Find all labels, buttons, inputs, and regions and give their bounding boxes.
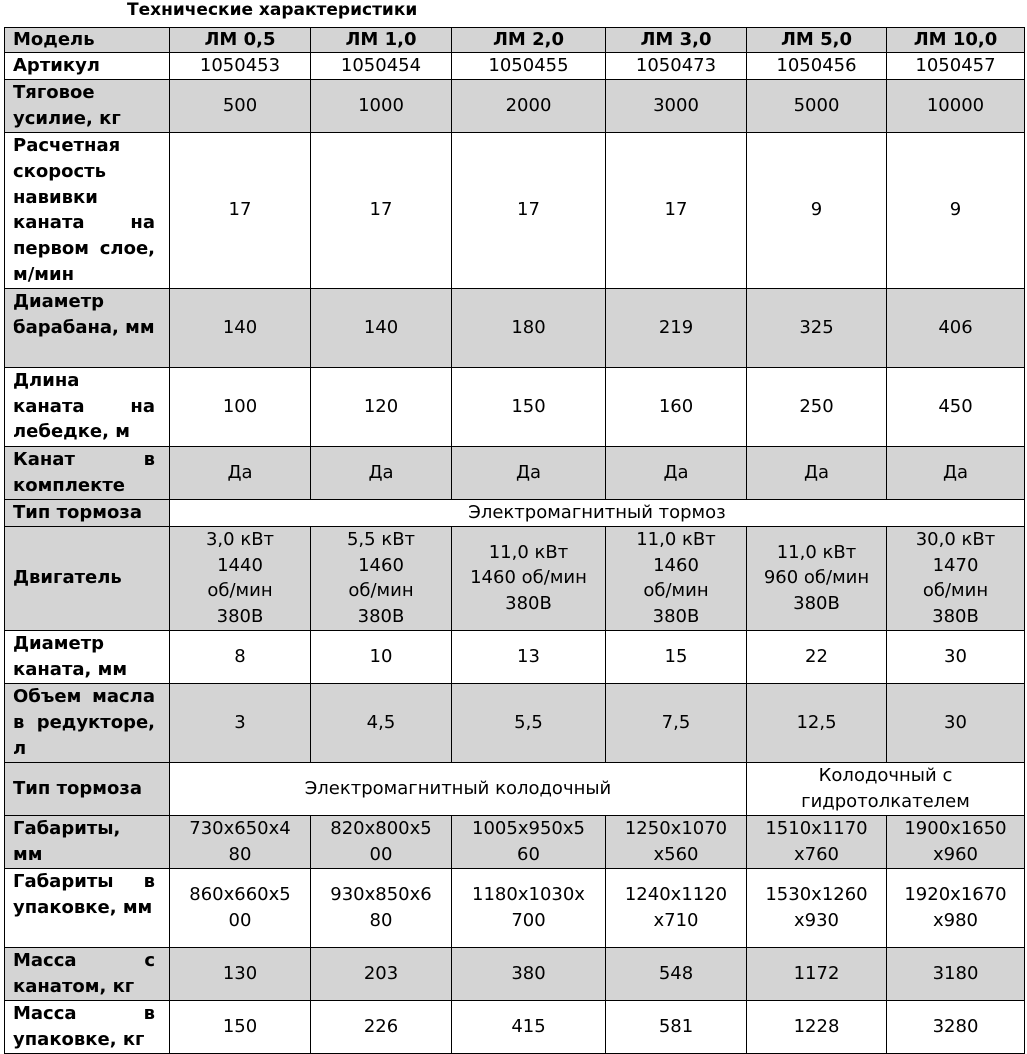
- cell-value: 100: [170, 367, 311, 446]
- cell-value: 17: [606, 133, 747, 289]
- motor-line: 11,0 кВт: [636, 528, 716, 550]
- cell-value: 4,5: [311, 683, 452, 762]
- cell-value: 1050453: [170, 53, 311, 80]
- motor-cell: [311, 526, 452, 630]
- cell-value: 1050455: [452, 53, 606, 80]
- motor-cell: [887, 526, 1025, 630]
- dims-line: 1005x950x5: [472, 818, 585, 840]
- motor-line: 380В: [793, 593, 840, 615]
- cell-value: 1050473: [606, 53, 747, 80]
- motor-cell: [170, 526, 311, 630]
- dims-cell: [887, 868, 1025, 947]
- dims-cell: [887, 815, 1025, 868]
- row-label: Тип тормоза: [5, 762, 170, 815]
- row-brake-type: [5, 499, 1025, 526]
- dims-line: x930: [793, 909, 839, 931]
- cell-value: 3280: [887, 1000, 1025, 1053]
- dims-line: 1250x1070: [624, 818, 728, 840]
- model-name: ЛМ 3,0: [606, 28, 747, 53]
- cell-value: 325: [747, 288, 887, 367]
- row-speed: [5, 133, 1025, 289]
- motor-line: 11,0 кВт: [488, 541, 569, 563]
- motor-line: об/мин: [643, 580, 709, 602]
- motor-line: 380В: [357, 606, 405, 628]
- cell-value: Электромагнитный тормоз: [170, 499, 1025, 526]
- row-label: Габариты, мм: [5, 815, 170, 868]
- dims-line: 860x660x5: [189, 884, 291, 906]
- dims-cell: [747, 868, 887, 947]
- cell-value: 203: [311, 947, 452, 1000]
- motor-cell: [747, 526, 887, 630]
- motor-line: 380В: [652, 606, 700, 628]
- motor-line: 1470: [932, 554, 979, 576]
- row-label: Объем масла в редукторе, л: [5, 683, 170, 762]
- row-label: Масса в упаковке, кг: [5, 1000, 170, 1053]
- row-mass: [5, 947, 1025, 1000]
- dims-line: x710: [653, 909, 699, 931]
- header-label: Модель: [5, 28, 170, 53]
- cell-value: 140: [170, 288, 311, 367]
- dims-line: x760: [793, 843, 839, 865]
- model-name: ЛМ 2,0: [452, 28, 606, 53]
- cell-value: Да: [170, 446, 311, 499]
- dims-cell: [170, 868, 311, 947]
- cell-value: 150: [170, 1000, 311, 1053]
- cell-value: 1000: [311, 80, 452, 133]
- cell-value: 9: [887, 133, 1025, 289]
- motor-line: 5,5 кВт: [346, 528, 416, 550]
- row-label: Диаметр каната, мм: [5, 630, 170, 683]
- row-label: Габариты в упаковке, мм: [5, 868, 170, 947]
- motor-line: об/мин: [207, 580, 273, 602]
- cell-value: 450: [887, 367, 1025, 446]
- cell-value: 219: [606, 288, 747, 367]
- cell-value: 1172: [747, 947, 887, 1000]
- model-name: ЛМ 5,0: [747, 28, 887, 53]
- cell-value: 180: [452, 288, 606, 367]
- dims-line: 00: [228, 909, 252, 931]
- row-label: Масса с канатом, кг: [5, 947, 170, 1000]
- dims-line: 820x800x5: [330, 818, 432, 840]
- dims-cell: [606, 868, 747, 947]
- row-mass-pack: [5, 1000, 1025, 1053]
- cell-value: 380: [452, 947, 606, 1000]
- row-oil: [5, 683, 1025, 762]
- cell-value: 1050457: [887, 53, 1025, 80]
- dims-line: 730x650x4: [189, 818, 291, 840]
- row-label: Диаметр барабана, мм: [5, 288, 170, 367]
- row-rope-length: [5, 367, 1025, 446]
- row-label: Тип тормоза: [5, 499, 170, 526]
- dims-line: 80: [369, 909, 393, 931]
- cell-value: 30: [887, 683, 1025, 762]
- cell-value: 250: [747, 367, 887, 446]
- cell-value: 1050454: [311, 53, 452, 80]
- dims-line: 700: [511, 909, 546, 931]
- cell-value: [747, 762, 1025, 815]
- cell-value: 406: [887, 288, 1025, 367]
- cell-value: 581: [606, 1000, 747, 1053]
- row-label: Артикул: [5, 53, 170, 80]
- row-brake-type-2: [5, 762, 1025, 815]
- dims-line: x980: [932, 909, 978, 931]
- cell-value: 15: [606, 630, 747, 683]
- motor-cell: [606, 526, 747, 630]
- dims-line: x960: [932, 843, 978, 865]
- dims-cell: [606, 815, 747, 868]
- cell-value: 226: [311, 1000, 452, 1053]
- cell-value: 5000: [747, 80, 887, 133]
- cell-value: 9: [747, 133, 887, 289]
- motor-line: 960 об/мин: [763, 567, 870, 589]
- dims-cell: [170, 815, 311, 868]
- cell-value: 120: [311, 367, 452, 446]
- cell-value: 17: [452, 133, 606, 289]
- model-name: ЛМ 0,5: [170, 28, 311, 53]
- motor-line: 380В: [505, 593, 552, 615]
- dims-line: 00: [369, 843, 393, 865]
- motor-line: об/мин: [922, 580, 989, 602]
- motor-line: 380В: [932, 606, 979, 628]
- row-article: [5, 53, 1025, 80]
- row-drum: [5, 288, 1025, 367]
- cell-value: 3: [170, 683, 311, 762]
- cell-value: 140: [311, 288, 452, 367]
- row-traction: [5, 80, 1025, 133]
- cell-value: 1050456: [747, 53, 887, 80]
- cell-value: 500: [170, 80, 311, 133]
- cell-value: 22: [747, 630, 887, 683]
- motor-line: 11,0 кВт: [776, 541, 857, 563]
- cell-value: 2000: [452, 80, 606, 133]
- dims-cell: [747, 815, 887, 868]
- page-title: Технические характеристики: [127, 0, 418, 20]
- row-label: Тяговое усилие, кг: [5, 80, 170, 133]
- cell-value: Да: [747, 446, 887, 499]
- row-label: Длина каната на лебедке, м: [5, 367, 170, 446]
- cell-value: 12,5: [747, 683, 887, 762]
- header-row: [5, 28, 1025, 53]
- cell-value: 1228: [747, 1000, 887, 1053]
- dims-line: 930x850x6: [330, 884, 432, 906]
- cell-value: 5,5: [452, 683, 606, 762]
- model-name: ЛМ 1,0: [311, 28, 452, 53]
- dims-cell: [452, 868, 606, 947]
- motor-line: 1440: [217, 554, 263, 576]
- motor-line: 1460: [358, 554, 404, 576]
- cell-value: Да: [452, 446, 606, 499]
- cell-value: 3180: [887, 947, 1025, 1000]
- motor-line: об/мин: [348, 580, 414, 602]
- row-label: Расчетная скорость навивки каната на первом слое, м/мин: [5, 133, 170, 289]
- cell-value: 548: [606, 947, 747, 1000]
- dims-line: 1180x1030x: [472, 884, 585, 906]
- row-dims-pack: [5, 868, 1025, 947]
- cell-value: 150: [452, 367, 606, 446]
- cell-value: 415: [452, 1000, 606, 1053]
- dims-line: 1900x1650: [904, 818, 1007, 840]
- brake-line: гидротолкателем: [801, 790, 970, 812]
- dims-line: 60: [517, 843, 540, 865]
- cell-value: Да: [606, 446, 747, 499]
- cell-value: 13: [452, 630, 606, 683]
- cell-value: 10000: [887, 80, 1025, 133]
- brake-line: Колодочный с: [818, 765, 953, 787]
- motor-line: 3,0 кВт: [205, 528, 275, 550]
- cell-value: 8: [170, 630, 311, 683]
- cell-value: Да: [311, 446, 452, 499]
- dims-line: 1510x1170: [765, 818, 868, 840]
- cell-value: 130: [170, 947, 311, 1000]
- cell-value: 30: [887, 630, 1025, 683]
- dims-line: 1240x1120: [624, 884, 728, 906]
- cell-value: Да: [887, 446, 1025, 499]
- cell-value: 17: [311, 133, 452, 289]
- row-motor: [5, 526, 1025, 630]
- model-name: ЛМ 10,0: [887, 28, 1025, 53]
- dims-cell: [311, 868, 452, 947]
- cell-value: Электромагнитный колодочный: [170, 762, 747, 815]
- dims-line: x560: [653, 843, 699, 865]
- dims-line: 1920x1670: [904, 884, 1007, 906]
- cell-value: 17: [170, 133, 311, 289]
- motor-cell: [452, 526, 606, 630]
- motor-line: 1460: [653, 554, 699, 576]
- cell-value: 160: [606, 367, 747, 446]
- cell-value: 3000: [606, 80, 747, 133]
- motor-line: 380В: [216, 606, 264, 628]
- cell-value: 7,5: [606, 683, 747, 762]
- motor-line: 30,0 кВт: [915, 528, 996, 550]
- dims-line: 80: [228, 843, 252, 865]
- row-dims: [5, 815, 1025, 868]
- dims-cell: [311, 815, 452, 868]
- dims-line: 1530x1260: [765, 884, 868, 906]
- row-rope-included: [5, 446, 1025, 499]
- cell-value: 10: [311, 630, 452, 683]
- motor-line: 1460 об/мин: [470, 567, 587, 589]
- row-label: Двигатель: [5, 526, 170, 630]
- specs-table: [4, 27, 1025, 1054]
- dims-cell: [452, 815, 606, 868]
- row-label: Канат в комплекте: [5, 446, 170, 499]
- row-rope-diameter: [5, 630, 1025, 683]
